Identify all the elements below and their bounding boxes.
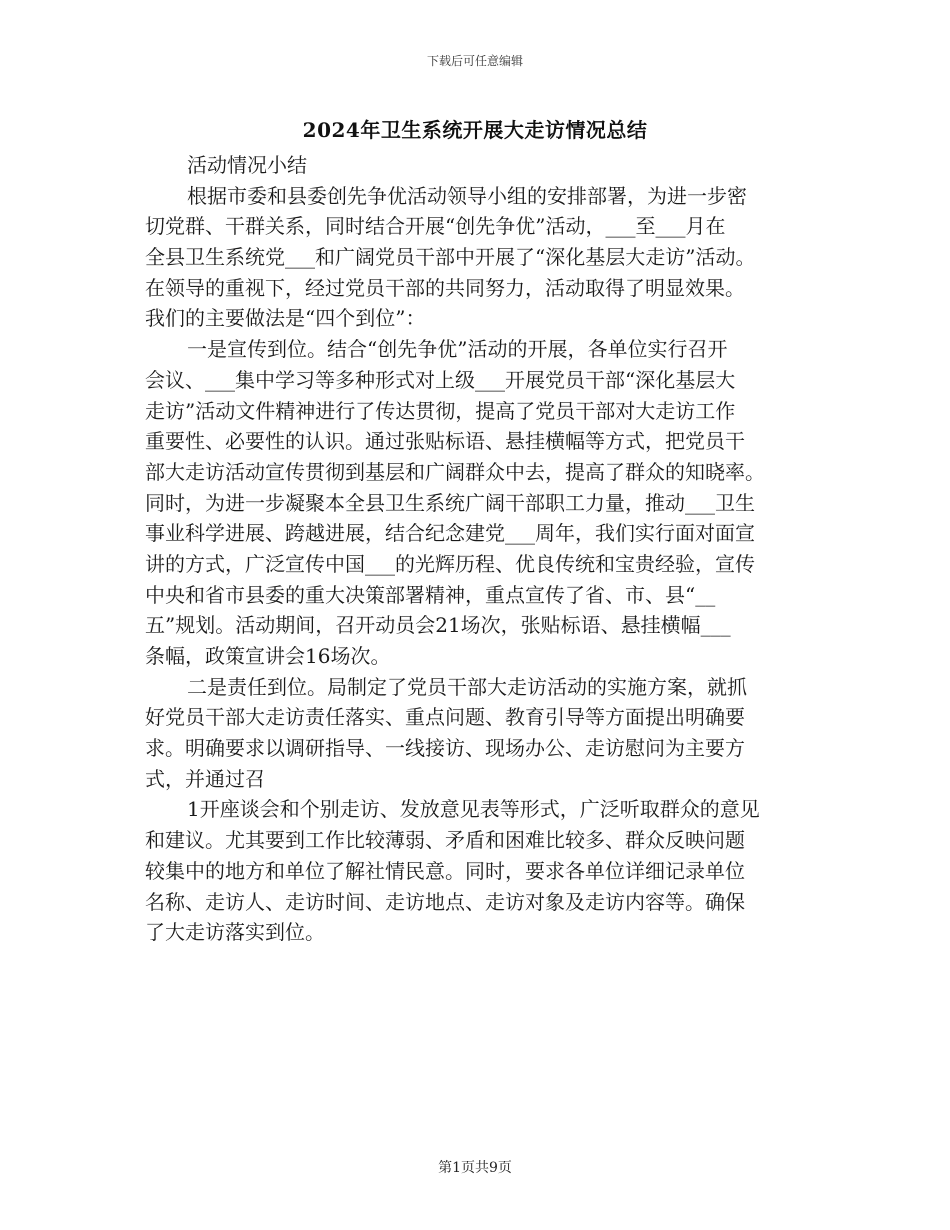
paragraph-line: 在领导的重视下，经过党员干部的共同努力，活动取得了明显效果。: [145, 275, 745, 300]
page-number: 第1页共9页: [438, 1160, 512, 1176]
paragraph-line: 走访”活动文件精神进行了传达贯彻，提高了党员干部对大走访工作: [145, 398, 736, 423]
paragraph-line: 切党群、干群关系，同时结合开展“创先争优”活动，___至___月在: [145, 214, 726, 239]
paragraph-line: 较集中的地方和单位了解社情民意。同时，要求各单位详细记录单位: [145, 858, 745, 883]
paragraph-line: 好党员干部大走访责任落实、重点问题、教育引导等方面提出明确要: [145, 705, 745, 730]
paragraph-line: 五”规划。活动期间，召开动员会21场次，张贴标语、悬挂横幅___: [145, 613, 731, 638]
paragraph-line: 求。明确要求以调研指导、一线接访、现场办公、走访慰问为主要方: [145, 736, 745, 761]
paragraph-line: 讲的方式，广泛宣传中国___的光辉历程、优良传统和宝贵经验，宣传: [145, 551, 755, 576]
paragraph-line: 和建议。尤其要到工作比较薄弱、矛盾和困难比较多、群众反映问题: [145, 828, 745, 853]
paragraph-line: 全县卫生系统党___和广阔党员干部中开展了“深化基层大走访”活动。: [145, 245, 756, 270]
document-body: [145, 150, 810, 948]
header-note: 下载后可任意编辑: [426, 54, 523, 68]
paragraph-line: 部大走访活动宣传贯彻到基层和广阔群众中去，提高了群众的知晓率。: [145, 459, 765, 484]
paragraph-line: 根据市委和县委创先争优活动领导小组的安排部署，为进一步密: [187, 183, 747, 208]
paragraph-line: 二是责任到位。局制定了党员干部大走访活动的实施方案，就抓: [187, 674, 747, 699]
document-title: 2024年卫生系统开展大走访情况总结: [302, 118, 648, 142]
paragraph-line: 名称、走访人、走访时间、走访地点、走访对象及走访内容等。确保: [145, 889, 745, 914]
paragraph-line: 会议、___集中学习等多种形式对上级___开展党员干部“深化基层大: [145, 367, 736, 392]
paragraph-line: 事业科学进展、跨越进展，结合纪念建党___周年，我们实行面对面宣: [145, 521, 755, 546]
paragraph-line: 1开座谈会和个别走访、发放意见表等形式，广泛听取群众的意见: [187, 797, 760, 822]
paragraph-line: 我们的主要做法是“四个到位”：: [145, 306, 426, 331]
paragraph-line: 了大走访落实到位。: [145, 920, 325, 945]
paragraph-line: 一是宣传到位。结合“创先争优”活动的开展，各单位实行召开: [187, 337, 728, 362]
paragraph-line: 条幅，政策宣讲会16场次。: [145, 644, 391, 668]
paragraph-line: 中央和省市县委的重大决策部署精神，重点宣传了省、市、县“__: [145, 582, 716, 607]
paragraph-line: 式，并通过召: [145, 766, 265, 791]
paragraph-line: 重要性、必要性的认识。通过张贴标语、悬挂横幅等方式，把党员干: [145, 429, 745, 454]
section-heading: 活动情况小结: [187, 153, 307, 177]
paragraph-line: 同时，为进一步凝聚本全县卫生系统广阔干部职工力量，推动___卫生: [145, 490, 755, 515]
